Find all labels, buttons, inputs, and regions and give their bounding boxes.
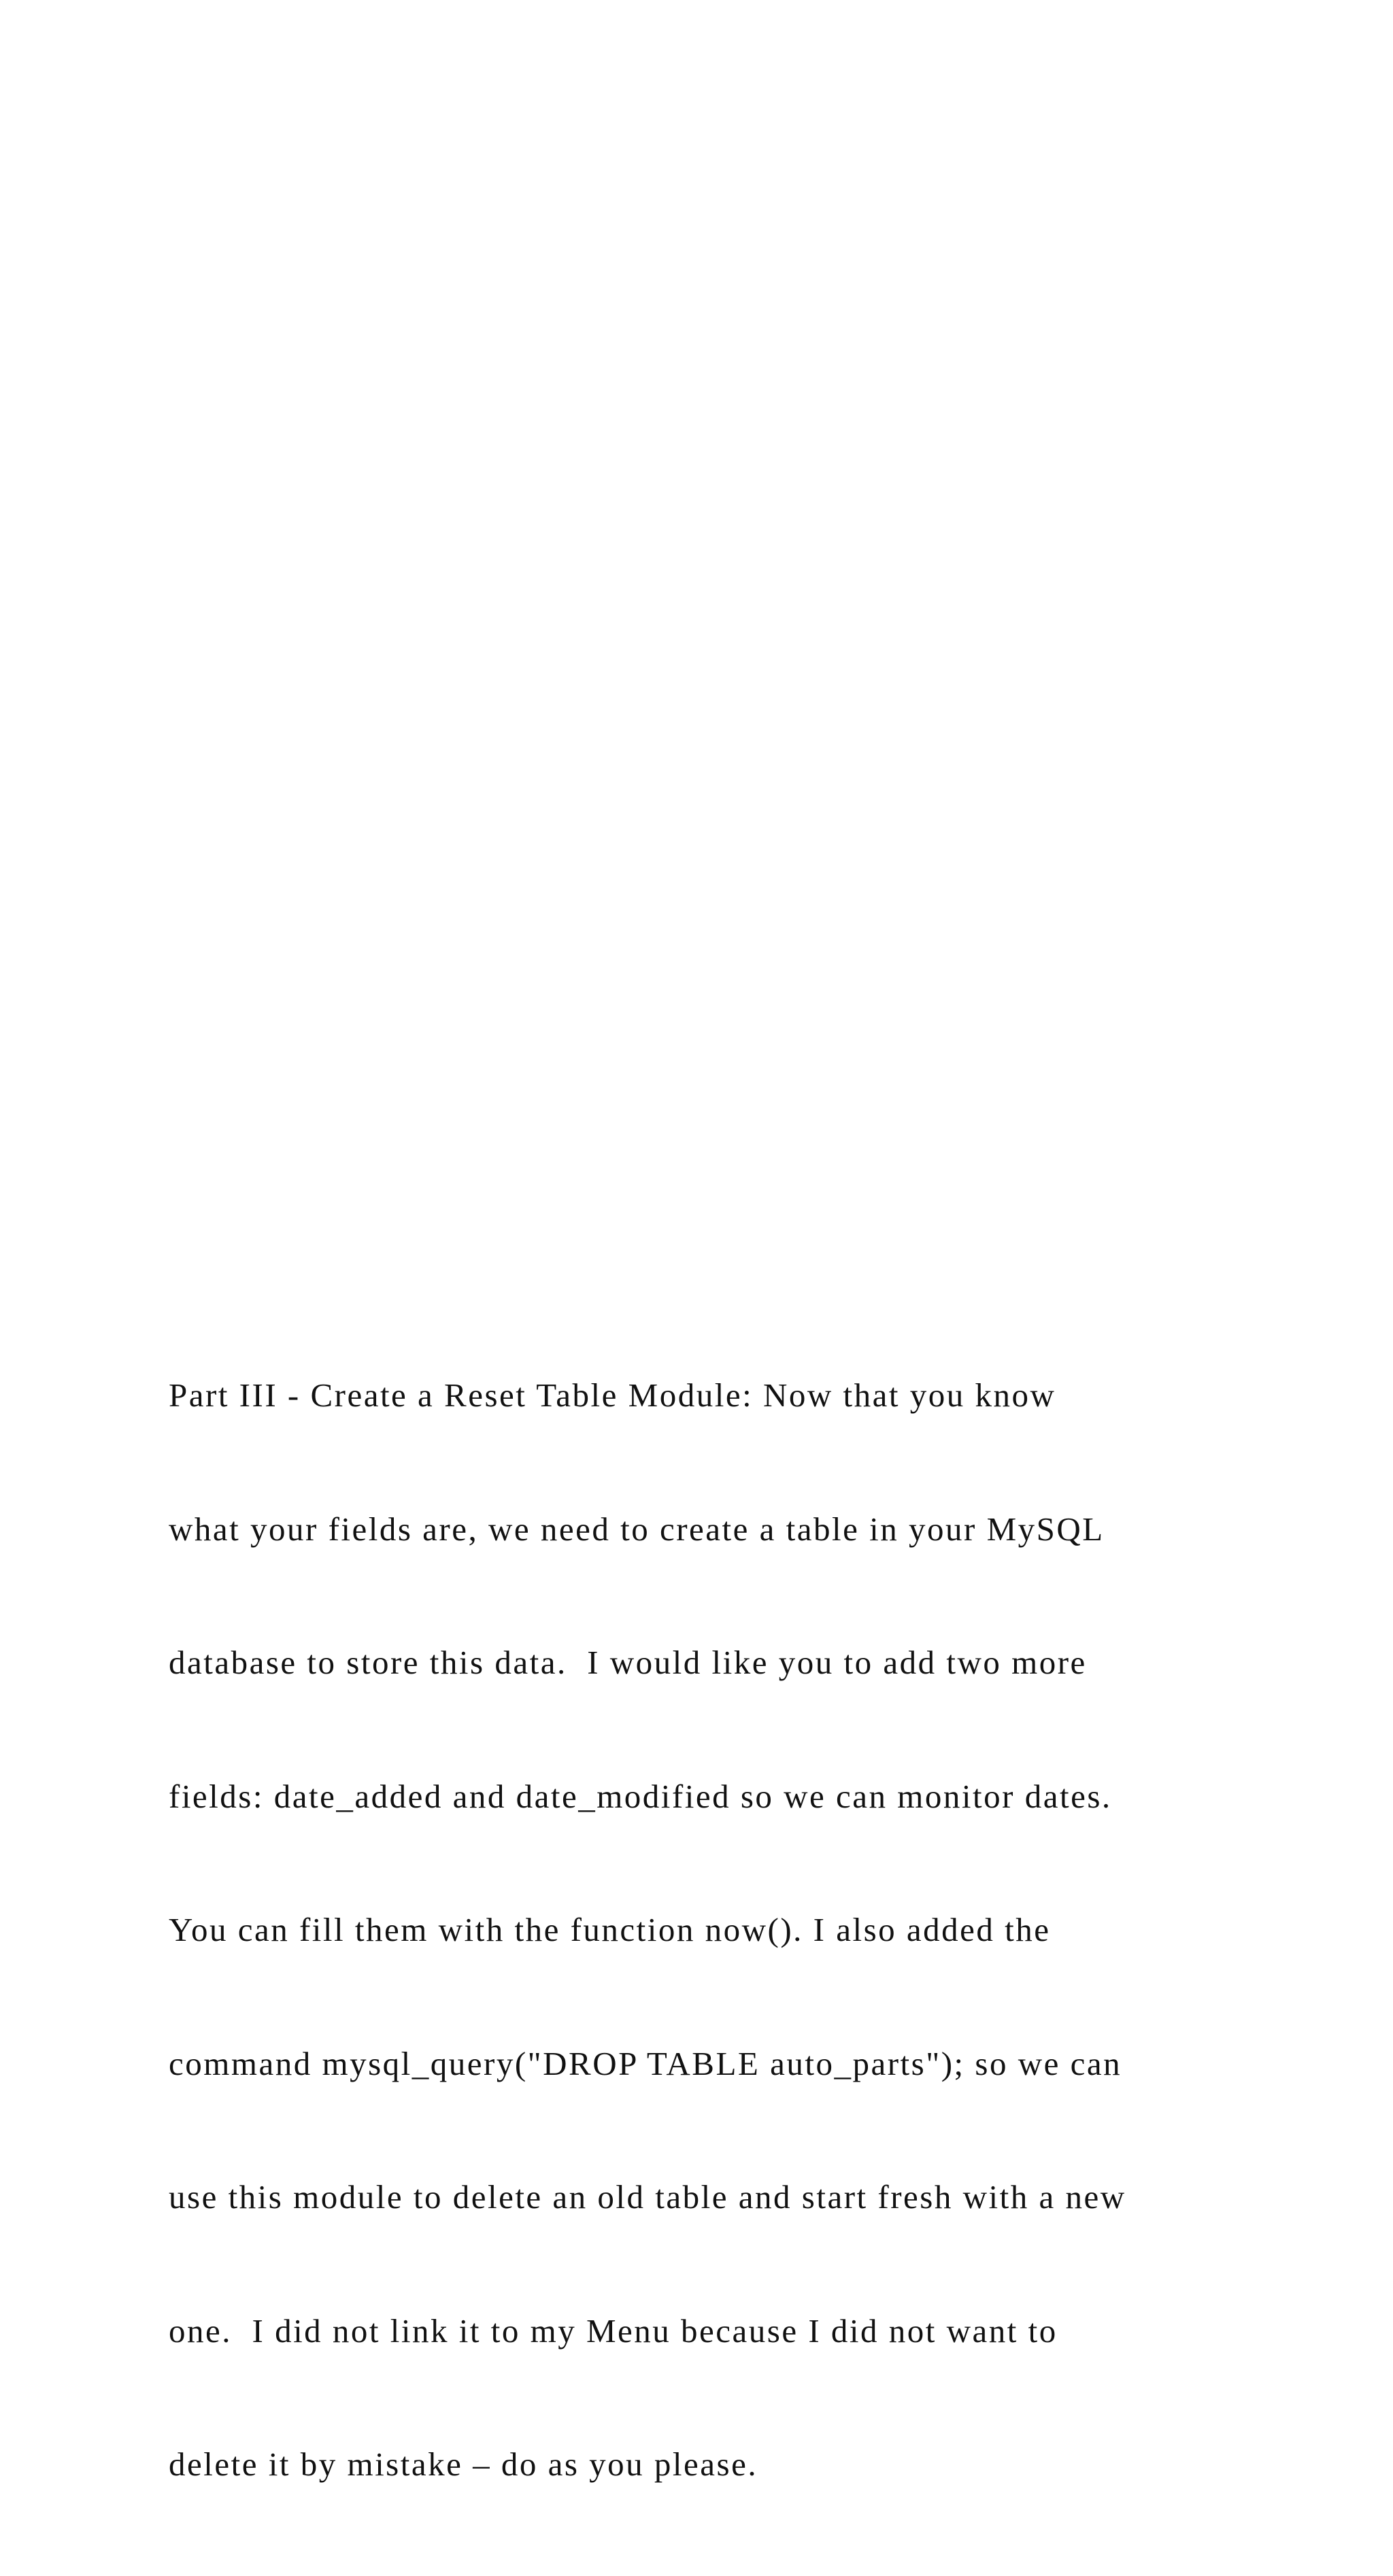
paragraph-line-5: You can fill them with the function now(). I also added the — [169, 1911, 1051, 1948]
paragraph-line-9: delete it by mistake – do as you please. — [169, 2445, 758, 2483]
paragraph-line-7: use this module to delete an old table and start fresh with a new — [169, 2178, 1126, 2216]
body-paragraph — [169, 1284, 1291, 2576]
paragraph-line-2: what your fields are, we need to create a table in your MySQL — [169, 1510, 1105, 1548]
paragraph-line-3: database to store this data. I would like you to add two more — [169, 1644, 1087, 1681]
paragraph-line-4: fields: date_added and date_modified so we can monitor dates. — [169, 1777, 1112, 1815]
paragraph-line-1: Part III - Create a Reset Table Module: Now that you know — [169, 1376, 1056, 1414]
paragraph-line-8: one. I did not link it to my Menu because I did not want to — [169, 2311, 1058, 2350]
paragraph-line-6: command mysql_query("DROP TABLE auto_parts"); so we can — [169, 2044, 1122, 2082]
